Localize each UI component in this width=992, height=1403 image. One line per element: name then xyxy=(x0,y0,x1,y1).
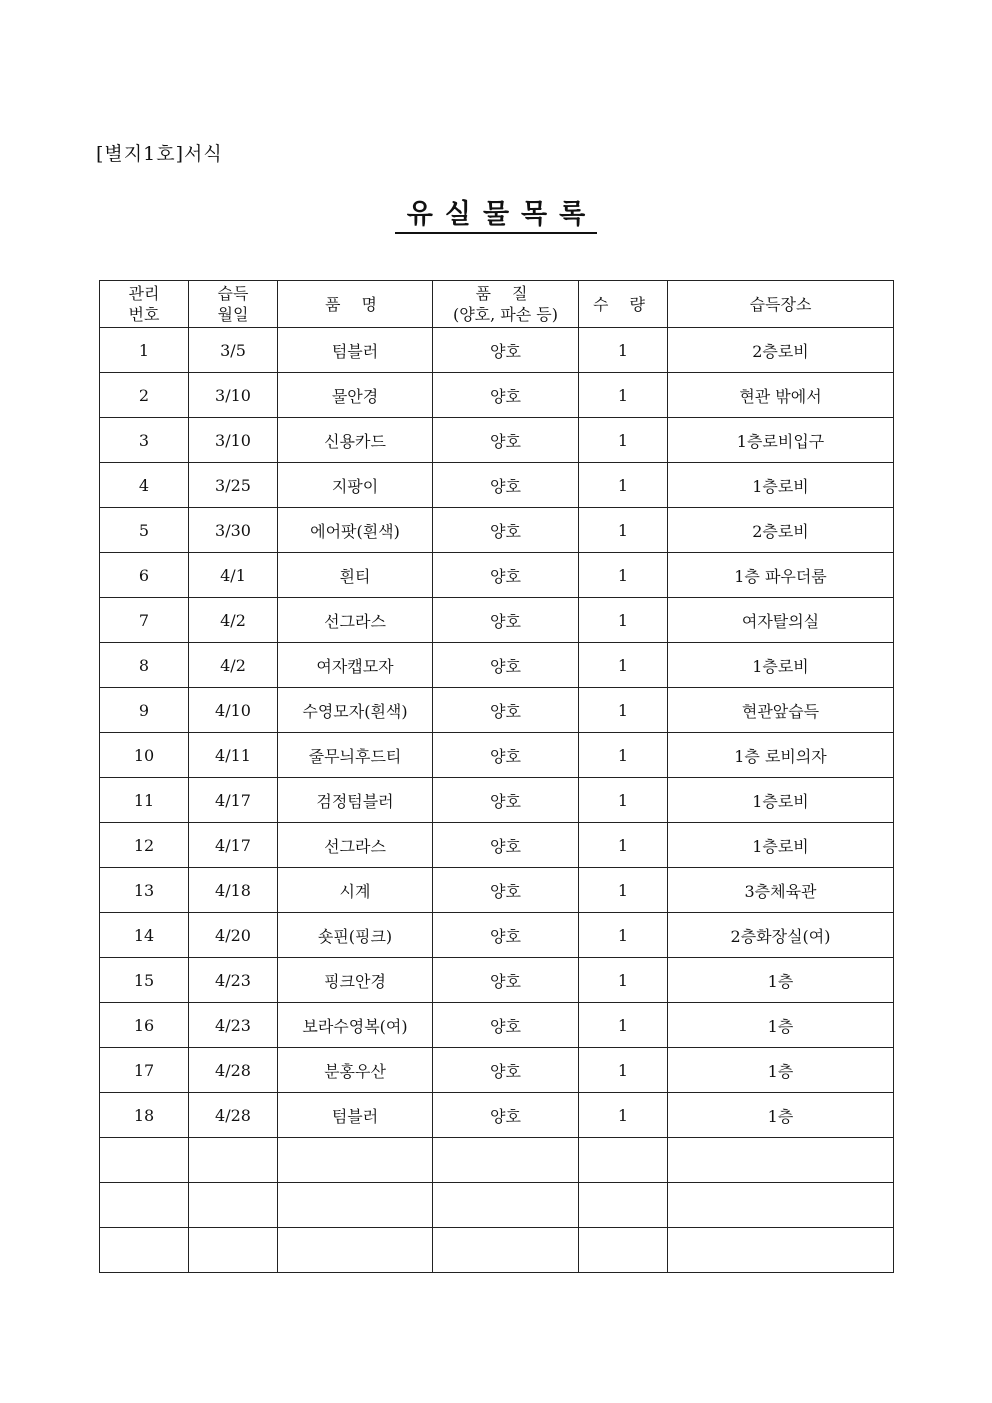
cell-item-name xyxy=(278,1228,433,1273)
cell-found-place: 여자탈의실 xyxy=(668,598,894,643)
cell-quantity: 1 xyxy=(579,733,668,778)
cell-found-date: 4/2 xyxy=(189,643,278,688)
table-row xyxy=(100,913,894,958)
cell-found-date xyxy=(189,1228,278,1273)
cell-management-number: 13 xyxy=(100,868,189,913)
table-row xyxy=(100,778,894,823)
cell-quantity: 1 xyxy=(579,913,668,958)
cell-item-name: 선그라스 xyxy=(278,598,433,643)
table-row xyxy=(100,1138,894,1183)
cell-quality: 양호 xyxy=(433,463,579,508)
cell-quantity: 1 xyxy=(579,1003,668,1048)
cell-found-date: 4/17 xyxy=(189,778,278,823)
cell-found-date: 3/30 xyxy=(189,508,278,553)
cell-item-name: 검정텀블러 xyxy=(278,778,433,823)
cell-quality: 양호 xyxy=(433,598,579,643)
table-row xyxy=(100,688,894,733)
table-row xyxy=(100,1048,894,1093)
cell-quantity: 1 xyxy=(579,643,668,688)
header-management-number-line2: 번호 xyxy=(128,305,160,324)
cell-item-name: 핑크안경 xyxy=(278,958,433,1003)
cell-found-date xyxy=(189,1138,278,1183)
cell-item-name xyxy=(278,1138,433,1183)
cell-management-number: 1 xyxy=(100,328,189,373)
header-quality-line2: (양호, 파손 등) xyxy=(452,305,559,324)
cell-item-name: 분홍우산 xyxy=(278,1048,433,1093)
table-row xyxy=(100,463,894,508)
cell-found-place: 1층 xyxy=(668,1003,894,1048)
cell-quality: 양호 xyxy=(433,1003,579,1048)
header-found-place: 습득장소 xyxy=(668,281,894,328)
table-row xyxy=(100,508,894,553)
form-label: [별지1호]서식 xyxy=(96,143,223,165)
document-title xyxy=(0,198,992,234)
cell-item-name: 시계 xyxy=(278,868,433,913)
cell-management-number xyxy=(100,1183,189,1228)
cell-management-number: 7 xyxy=(100,598,189,643)
table-row xyxy=(100,733,894,778)
cell-item-name: 흰티 xyxy=(278,553,433,598)
header-quality xyxy=(433,281,579,328)
cell-management-number: 12 xyxy=(100,823,189,868)
cell-found-place: 2층로비 xyxy=(668,328,894,373)
cell-found-place: 3층체육관 xyxy=(668,868,894,913)
cell-found-date: 3/5 xyxy=(189,328,278,373)
cell-item-name xyxy=(278,1183,433,1228)
cell-quality: 양호 xyxy=(433,418,579,463)
cell-quality: 양호 xyxy=(433,1093,579,1138)
cell-found-place: 1층로비 xyxy=(668,463,894,508)
cell-item-name: 지팡이 xyxy=(278,463,433,508)
cell-management-number: 15 xyxy=(100,958,189,1003)
cell-quality: 양호 xyxy=(433,688,579,733)
cell-found-date: 4/18 xyxy=(189,868,278,913)
cell-quantity xyxy=(579,1183,668,1228)
cell-management-number: 5 xyxy=(100,508,189,553)
cell-item-name: 여자캡모자 xyxy=(278,643,433,688)
cell-quantity: 1 xyxy=(579,823,668,868)
cell-management-number: 9 xyxy=(100,688,189,733)
cell-found-place: 1층로비 xyxy=(668,823,894,868)
cell-management-number xyxy=(100,1228,189,1273)
cell-found-date: 3/25 xyxy=(189,463,278,508)
cell-management-number: 14 xyxy=(100,913,189,958)
cell-quality xyxy=(433,1138,579,1183)
cell-found-date: 4/23 xyxy=(189,958,278,1003)
cell-found-date: 4/17 xyxy=(189,823,278,868)
cell-management-number: 4 xyxy=(100,463,189,508)
table-row xyxy=(100,418,894,463)
table-row xyxy=(100,1093,894,1138)
cell-found-date: 4/11 xyxy=(189,733,278,778)
table-row xyxy=(100,598,894,643)
cell-quantity: 1 xyxy=(579,553,668,598)
header-found-date xyxy=(189,281,278,328)
cell-item-name: 선그라스 xyxy=(278,823,433,868)
cell-item-name: 보라수영복(여) xyxy=(278,1003,433,1048)
cell-quality: 양호 xyxy=(433,913,579,958)
cell-item-name: 물안경 xyxy=(278,373,433,418)
table-header-row xyxy=(100,281,894,328)
cell-found-place xyxy=(668,1138,894,1183)
cell-quantity xyxy=(579,1228,668,1273)
cell-quality: 양호 xyxy=(433,553,579,598)
header-quality-line1: 품 질 xyxy=(475,284,536,303)
cell-quantity xyxy=(579,1138,668,1183)
cell-management-number: 11 xyxy=(100,778,189,823)
cell-found-date: 4/28 xyxy=(189,1093,278,1138)
header-quantity: 수 량 xyxy=(579,281,668,328)
table-body xyxy=(100,328,894,1273)
cell-item-name: 에어팟(흰색) xyxy=(278,508,433,553)
cell-quantity: 1 xyxy=(579,508,668,553)
cell-quality xyxy=(433,1228,579,1273)
cell-quantity: 1 xyxy=(579,598,668,643)
cell-item-name: 텀블러 xyxy=(278,1093,433,1138)
cell-quality: 양호 xyxy=(433,328,579,373)
cell-quantity: 1 xyxy=(579,868,668,913)
cell-found-place: 2층화장실(여) xyxy=(668,913,894,958)
table-row xyxy=(100,553,894,598)
cell-management-number: 17 xyxy=(100,1048,189,1093)
cell-quality: 양호 xyxy=(433,868,579,913)
table-row xyxy=(100,643,894,688)
header-found-date-line2: 월일 xyxy=(217,305,249,324)
cell-management-number: 10 xyxy=(100,733,189,778)
cell-found-place: 1층로비 xyxy=(668,643,894,688)
cell-found-place: 1층 xyxy=(668,1048,894,1093)
cell-management-number: 3 xyxy=(100,418,189,463)
header-management-number xyxy=(100,281,189,328)
cell-management-number: 16 xyxy=(100,1003,189,1048)
cell-found-date: 4/1 xyxy=(189,553,278,598)
cell-quality: 양호 xyxy=(433,508,579,553)
cell-quality: 양호 xyxy=(433,778,579,823)
cell-quantity: 1 xyxy=(579,1048,668,1093)
cell-management-number: 8 xyxy=(100,643,189,688)
cell-found-date: 3/10 xyxy=(189,373,278,418)
cell-quantity: 1 xyxy=(579,463,668,508)
cell-management-number xyxy=(100,1138,189,1183)
cell-found-place: 현관앞습득 xyxy=(668,688,894,733)
cell-item-name: 수영모자(흰색) xyxy=(278,688,433,733)
cell-found-date xyxy=(189,1183,278,1228)
cell-quantity: 1 xyxy=(579,418,668,463)
lost-items-table xyxy=(99,280,894,1273)
cell-item-name: 숏핀(핑크) xyxy=(278,913,433,958)
cell-item-name: 텀블러 xyxy=(278,328,433,373)
cell-quantity: 1 xyxy=(579,373,668,418)
cell-management-number: 18 xyxy=(100,1093,189,1138)
cell-quality xyxy=(433,1183,579,1228)
cell-item-name: 줄무늬후드티 xyxy=(278,733,433,778)
table-row xyxy=(100,1183,894,1228)
cell-found-date: 4/20 xyxy=(189,913,278,958)
cell-quantity: 1 xyxy=(579,328,668,373)
cell-quality: 양호 xyxy=(433,373,579,418)
cell-quality: 양호 xyxy=(433,958,579,1003)
cell-found-place: 1층 xyxy=(668,958,894,1003)
cell-quantity: 1 xyxy=(579,958,668,1003)
cell-found-place: 1층 로비의자 xyxy=(668,733,894,778)
cell-found-place: 2층로비 xyxy=(668,508,894,553)
cell-quantity: 1 xyxy=(579,688,668,733)
cell-found-place: 1층로비 xyxy=(668,778,894,823)
cell-found-date: 3/10 xyxy=(189,418,278,463)
cell-found-place xyxy=(668,1183,894,1228)
table-row xyxy=(100,328,894,373)
table-row xyxy=(100,1228,894,1273)
cell-found-place: 현관 밖에서 xyxy=(668,373,894,418)
table-row xyxy=(100,868,894,913)
cell-found-date: 4/28 xyxy=(189,1048,278,1093)
cell-found-place xyxy=(668,1228,894,1273)
cell-item-name: 신용카드 xyxy=(278,418,433,463)
table-row xyxy=(100,1003,894,1048)
cell-found-place: 1층로비입구 xyxy=(668,418,894,463)
cell-quantity: 1 xyxy=(579,778,668,823)
cell-quality: 양호 xyxy=(433,823,579,868)
table-row xyxy=(100,373,894,418)
table-row xyxy=(100,958,894,1003)
cell-found-place: 1층 xyxy=(668,1093,894,1138)
document-title-text: 유실물목록 xyxy=(395,198,597,234)
cell-found-date: 4/10 xyxy=(189,688,278,733)
cell-quantity: 1 xyxy=(579,1093,668,1138)
cell-quality: 양호 xyxy=(433,1048,579,1093)
header-found-date-line1: 습득 xyxy=(217,284,249,303)
table-row xyxy=(100,823,894,868)
cell-quality: 양호 xyxy=(433,733,579,778)
cell-found-date: 4/2 xyxy=(189,598,278,643)
cell-found-date: 4/23 xyxy=(189,1003,278,1048)
cell-management-number: 6 xyxy=(100,553,189,598)
header-item-name: 품 명 xyxy=(278,281,433,328)
cell-management-number: 2 xyxy=(100,373,189,418)
cell-found-place: 1층 파우더룸 xyxy=(668,553,894,598)
cell-quality: 양호 xyxy=(433,643,579,688)
header-management-number-line1: 관리 xyxy=(128,284,160,303)
